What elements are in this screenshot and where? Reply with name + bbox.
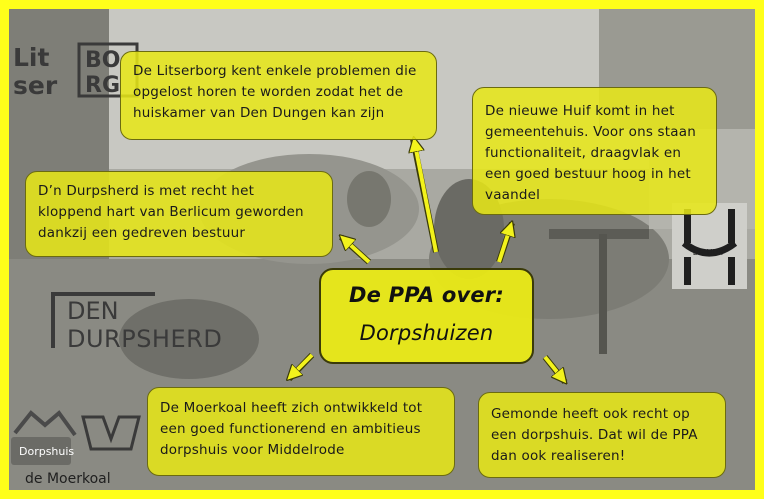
litserborg-logo-ser: ser — [13, 71, 58, 100]
durpsherd-logo-den: DEN — [67, 297, 119, 325]
huif-logo-label: DE HUIF — [692, 248, 726, 257]
center-callout — [319, 268, 534, 364]
callout-durpsherd-text: D’n Durpsherd is met recht het kloppend hart van Berlicum geworden dankzij een gedreven bestuur — [38, 183, 304, 241]
moerkoal-logo-dorpshuis: Dorpshuis — [19, 445, 75, 458]
litserborg-logo-lit: Lit — [13, 43, 50, 72]
moerkoal-logo-name: de Moerkoal — [25, 471, 111, 487]
callout-gemonde-text: Gemonde heeft ook recht op een dorpshuis. Dat wil de PPA dan ook realiseren! — [491, 406, 698, 464]
callout-huif-text: De nieuwe Huif komt in het gemeentehuis. Voor ons staan functionaliteit, draagvlak en een goed bestuur hoog in het vaandel — [485, 103, 696, 203]
center-subtitle: Dorpshuizen — [359, 321, 494, 345]
callout-gemonde — [478, 392, 726, 478]
litserborg-logo-rg: RG — [85, 73, 120, 98]
callout-moerkoal-text: De Moerkoal heeft zich ontwikkeld tot een goed functionerend en ambitieus dorpshuis voor Middelrode — [160, 400, 423, 458]
center-title: De PPA over: — [349, 283, 504, 307]
callout-huif — [472, 87, 717, 215]
callout-litserborg — [120, 51, 437, 140]
durpsherd-logo-name: DURPSHERD — [67, 325, 223, 350]
callout-litserborg-text: De Litserborg kent enkele problemen die opgelost horen te worden zodat het de huiskamer van Den Dungen kan zijn — [133, 63, 417, 121]
callout-moerkoal — [147, 387, 455, 476]
callout-durpsherd — [25, 171, 333, 257]
litserborg-logo-bo: BO — [85, 48, 121, 73]
